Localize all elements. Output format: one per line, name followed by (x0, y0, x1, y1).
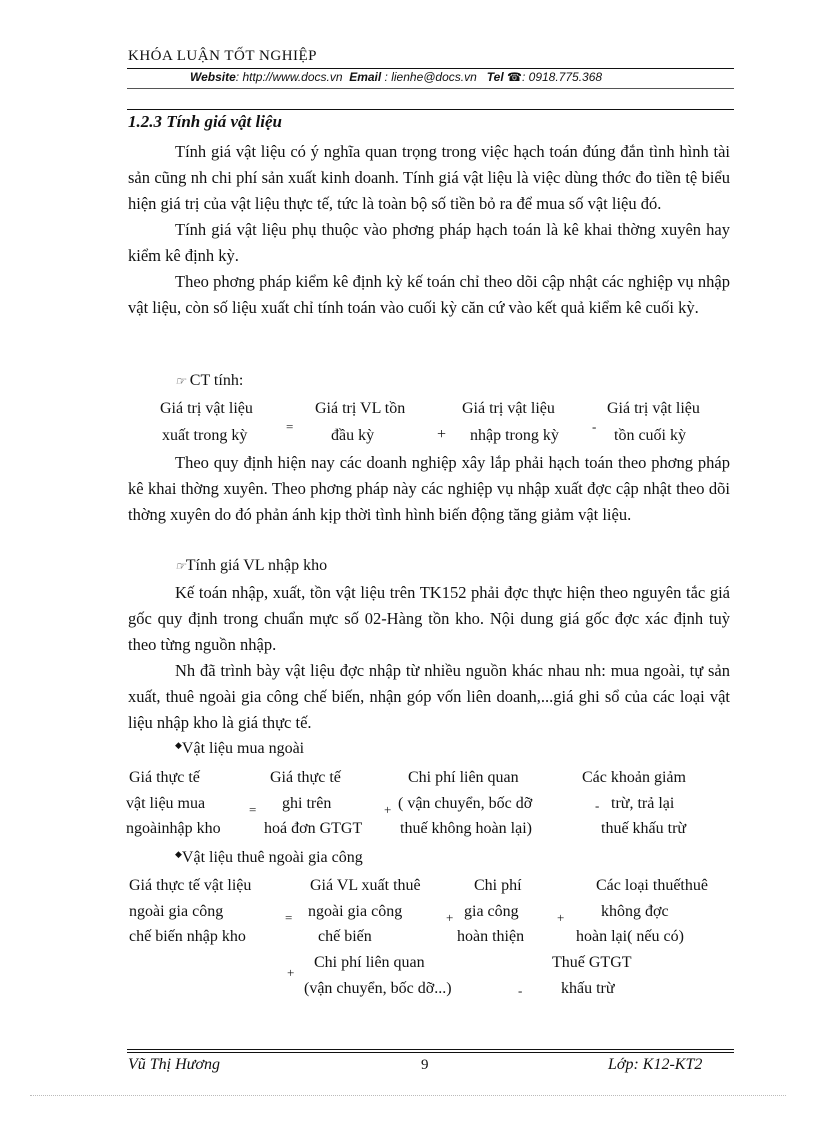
formula2-c3-l3: thuế không hoàn lại) (400, 820, 532, 837)
tel-label: Tel ☎ (486, 70, 522, 84)
paragraph-2: Tính giá vật liệu phụ thuộc vào phơng pháp hạch toán là kê khai thờng xuyên hay kiểm kê định kỳ. (128, 220, 730, 265)
header-rule-bottom (127, 109, 734, 110)
formula2-minus: - (595, 798, 600, 813)
header-rule-mid (127, 88, 734, 89)
formula3-minus: - (518, 983, 523, 998)
formula1-c4-l1: Giá trị vật liệu (607, 400, 700, 417)
body-block-3 (128, 580, 730, 736)
thue-ngoai-line (175, 849, 363, 867)
formula2-c1-l1: Giá thực tế (129, 769, 200, 786)
page-number: 9 (421, 1057, 429, 1073)
section-heading: 1.2.3 Tính giá vật liệu (128, 112, 282, 131)
email-value[interactable]: : lienhe@docs.vn (384, 70, 477, 84)
mua-ngoai-label: Vật liệu mua ngoài (181, 740, 305, 757)
mua-ngoai-line (175, 740, 304, 758)
formula3-equals: = (285, 910, 293, 925)
formula3-c3-l1: Chi phí (474, 877, 522, 894)
formula3-plus-2: + (557, 910, 565, 925)
formula3-c2-l1: Giá VL xuất thuê (310, 877, 421, 894)
paragraph-6: Nh đã trình bày vật liệu đợc nhập từ nhiều nguồn khác nhau nh: mua ngoài, tự sản xuất, thuê ngoài gia công chế biến, nhận góp vốn liên doanh,...giá ghi sổ của các loại vật liệu nhập kho là giá thực tế. (128, 661, 730, 732)
formula2-c1-l3: ngoàinhập kho (126, 820, 221, 837)
formula2-c1-l2: vật liệu mua (126, 795, 206, 812)
formula1-c2-l2: đầu kỳ (331, 427, 375, 444)
ct-tinh-label: CT tính: (189, 372, 244, 389)
paragraph-3: Theo phơng pháp kiểm kê định kỳ kế toán chỉ theo dõi cập nhật các nghiệp vụ nhập vật liệu, còn số liệu xuất chỉ tính toán vào cuối kỳ căn cứ vào kết quả kiểm kê cuối kỳ. (128, 272, 730, 317)
website-value[interactable]: : http://www.docs.vn (235, 70, 343, 84)
formula1-minus: - (592, 419, 597, 434)
email-label: Email (349, 70, 382, 84)
tel-value: : 0918.775.368 (521, 70, 603, 84)
formula3-c1-l2: ngoài gia công (129, 903, 224, 920)
formula2-c2-l3: hoá đơn GTGT (264, 820, 363, 837)
formula1-plus: + (437, 426, 447, 443)
formula3-c1-l3: chế biến nhập kho (129, 928, 246, 945)
footer-class: Lớp: K12-KT2 (608, 1056, 703, 1073)
formula1-equals: = (286, 419, 294, 434)
formula3-c4-l3: hoàn lại( nếu có) (576, 928, 684, 945)
formula2-c2-l1: Giá thực tế (270, 769, 341, 786)
formula3-c4-l2: không đợc (601, 903, 669, 920)
formula2-c3-l1: Chi phí liên quan (408, 769, 519, 786)
paragraph-1: Tính giá vật liệu có ý nghĩa quan trọng trong việc hạch toán đúng đắn tình hình tài sản cũng nh chi phí sản xuất kinh doanh. Tính giá vật liệu là việc dùng thớc đo tiền tệ biểu hiện giá trị của vật liệu thực tế, tức là toàn bộ số tiền bỏ ra để mua số vật liệu đó. (128, 142, 730, 213)
formula2-equals: = (249, 802, 257, 817)
footer-author: Vũ Thị Hương (128, 1056, 220, 1073)
nhap-kho-label: Tính giá VL nhập kho (185, 557, 328, 574)
formula1-c4-l2: tồn cuối kỳ (614, 427, 686, 444)
formula3-c2-l3: chế biến (318, 928, 372, 945)
header-contact (190, 70, 602, 84)
formula1-c2-l1: Giá trị VL tồn (315, 400, 406, 417)
ct-tinh-line (175, 372, 243, 390)
formula3-c5-l1: Chi phí liên quan (314, 954, 425, 971)
formula2-c3-l2: ( vận chuyển, bốc dỡ (398, 795, 533, 812)
body-block-1 (128, 139, 730, 321)
formula1-c1-l2: xuất trong kỳ (162, 427, 248, 444)
formula1-c1-l1: Giá trị vật liệu (160, 400, 253, 417)
formula1-c3-l1: Giá trị vật liệu (462, 400, 555, 417)
header-rule-top (127, 68, 734, 69)
formula1-c3-l2: nhập trong kỳ (470, 427, 559, 444)
body-block-2 (128, 450, 730, 528)
formula3-plus-3: + (287, 965, 295, 980)
footer-rule-top (127, 1049, 734, 1050)
thue-ngoai-label: Vật liệu thuê ngoài gia công (181, 849, 363, 866)
website-label: Website (190, 70, 236, 84)
diamond-bullet-icon: ◆ (175, 849, 182, 859)
pointing-hand-icon: ☞ (175, 559, 186, 573)
formula3-c6-l1: Thuế GTGT (552, 954, 632, 971)
formula2-c2-l2: ghi trên (282, 795, 332, 812)
footer-rule-bottom (127, 1052, 734, 1053)
formula3-c2-l2: ngoài gia công (308, 903, 403, 920)
formula2-c4-l3: thuế khấu trừ (601, 820, 687, 837)
formula3-plus-1: + (446, 910, 454, 925)
paragraph-4: Theo quy định hiện nay các doanh nghiệp xây lắp phải hạch toán theo phơng pháp kê khai thờng xuyên. Theo phơng pháp này các nghiệp vụ nhập xuất đợc cập nhật theo dõi thờng xuyên do đó phản ánh kịp thời tình hình biến động tăng giảm vật liệu. (128, 453, 730, 524)
formula3-c1-l1: Giá thực tế vật liệu (129, 877, 252, 894)
formula2-plus: + (384, 802, 392, 817)
formula2-c4-l1: Các khoản giảm (582, 769, 686, 786)
nhap-kho-line (175, 557, 327, 575)
header-title: KHÓA LUẬN TỐT NGHIỆP (128, 48, 318, 64)
pointing-hand-icon: ☞ (175, 374, 186, 388)
formula3-c5-l2: (vận chuyển, bốc dỡ...) (304, 980, 452, 997)
diamond-bullet-icon: ◆ (175, 740, 182, 750)
formula3-c3-l2: gia công (464, 903, 519, 920)
page-bottom-dotted-line (30, 1095, 786, 1096)
formula3-c6-l2: khấu trừ (561, 980, 615, 997)
formula3-c3-l3: hoàn thiện (457, 928, 525, 945)
paragraph-5: Kế toán nhập, xuất, tồn vật liệu trên TK152 phải đợc thực hiện theo nguyên tắc giá gốc quy định trong chuẩn mực số 02-Hàng tồn kho. Nội dung giá gốc đợc xác định tuỳ theo từng nguồn nhập. (128, 583, 730, 654)
formula3-c4-l1: Các loại thuếthuê (596, 877, 708, 894)
formula2-c4-l2: trừ, trả lại (611, 795, 675, 812)
